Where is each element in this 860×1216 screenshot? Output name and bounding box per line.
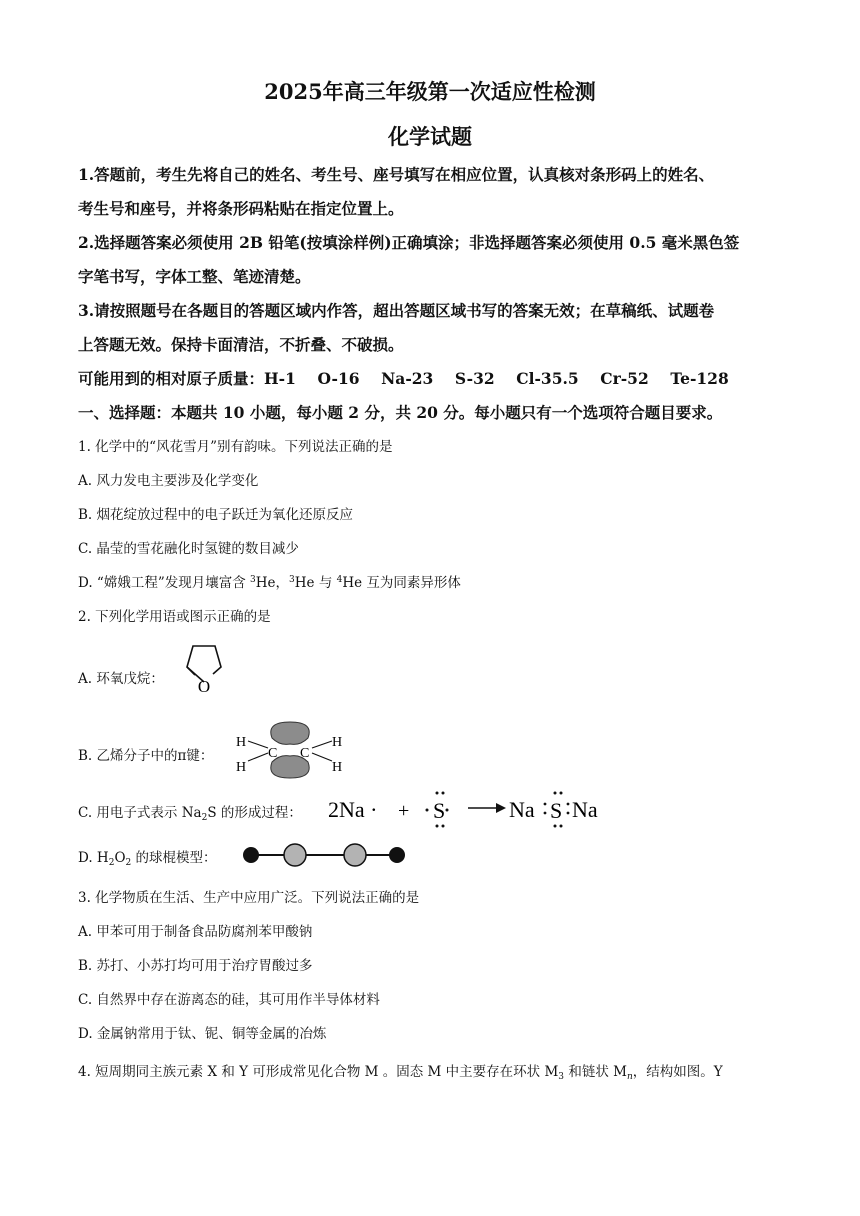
text: 4. 短周期同主族元素 X 和 Y 可形成常见化合物 M 。固态 M 中主要存在环状 M [78,1064,559,1080]
electron-dot [560,792,563,795]
text: He 互为同素异形体 [342,575,461,591]
question-2-option-c [78,801,302,823]
atomic-masses: 可能用到的相对原子质量：H-1 O-16 Na-23 S-32 Cl-35.5 Cr-52 Te-128 [78,369,729,388]
question-3-stem: 3. 化学物质在生活、生产中应用广泛。下列说法正确的是 [78,890,420,906]
sodium-reactant: 2Na · [328,797,378,822]
question-3-option-d: D. 金属钠常用于钛、铌、铜等金属的冶炼 [78,1026,327,1042]
cyclopentane-oxide-structure [176,640,232,698]
question-3-option-b: B. 苏打、小苏打均可用于治疗胃酸过多 [78,958,313,974]
instruction-line: 1.答题前，考生先将自己的姓名、考生号、座号填写在相应位置，认真核对条形码上的姓名、 [78,165,715,184]
electron-dot [436,825,439,828]
section-heading: 一、选择题：本题共 10 小题，每小题 2 分，共 20 分。每小题只有一个选项符合题目要求。 [78,403,723,422]
h2o2-ball-stick-model [240,842,410,868]
na2s-formation-equation [326,788,611,832]
instruction-line: 考生号和座号，并将条形码粘贴在指定位置上。 [78,199,404,218]
mass-number: 4 [336,575,343,585]
subscript: 2 [201,813,208,823]
text: He， [255,575,290,591]
page-subtitle: 化学试题 [388,124,472,149]
question-1-option-c: C. 晶莹的雪花融化时氢键的数目减少 [78,541,299,557]
instruction-line: 字笔书写，字体工整、笔迹清楚。 [78,267,311,286]
subscript: 2 [108,858,115,868]
question-2-option-b: B. 乙烯分子中的π键： [78,748,214,764]
electron-dot [567,803,570,806]
subscript: 2 [125,858,132,868]
mass-number: 3 [250,575,256,585]
electron-dot [442,825,445,828]
oxygen-ball [344,844,366,866]
ch-bond [312,753,332,761]
ch-bond [248,753,268,761]
question-1-option-b: B. 烟花绽放过程中的电子跃迁为氧化还原反应 [78,507,354,523]
text: ，结构如图。Y [632,1064,723,1080]
hydrogen-ball [389,847,405,863]
ch-bond [312,741,332,748]
oxygen-ball [284,844,306,866]
text: C. 用电子式表示 Na [78,805,202,821]
ch-bond [248,741,268,748]
sulfur-reactant: S [433,798,446,823]
instruction-line: 上答题无效。保持卡面清洁，不折叠、不破损。 [78,335,404,354]
sodium-product: Na [572,797,598,822]
electron-dot [554,825,557,828]
ethylene-pi-bond-diagram [234,720,346,782]
carbon-atom: C [268,746,278,761]
question-4-stem [78,1060,723,1082]
text: D. “嫦娥工程”发现月壤富含 [78,575,251,591]
electron-dot [446,809,449,812]
electron-dot [442,792,445,795]
text: He 与 [294,575,337,591]
arrow-head [496,803,506,813]
electron-dot [544,812,547,815]
page-title: 2025年高三年级第一次适应性检测 [264,79,596,104]
hydrogen-atom: H [332,760,343,775]
text: 和链状 M [564,1064,627,1080]
electron-dot [436,792,439,795]
mass-number: 3 [289,575,295,585]
text: O [114,850,126,866]
hydrogen-atom: H [236,760,247,775]
electron-dot [554,792,557,795]
pi-orbital-upper-lobe [271,722,309,744]
question-3-option-a: A. 甲苯可用于制备食品防腐剂苯甲酸钠 [78,924,313,940]
question-2-option-d [78,846,217,868]
question-1-option-d [78,571,461,591]
electron-dot [560,825,563,828]
question-1-stem: 1. 化学中的“风花雪月”别有韵味。下列说法正确的是 [78,439,393,455]
text: S 的形成过程： [207,805,302,821]
electron-dot [567,812,570,815]
oxygen-atom: O [197,677,211,696]
question-3-option-c: C. 自然界中存在游离态的硅，其可用作半导体材料 [78,992,380,1008]
sulfur-product: S [550,798,563,823]
text: 的球棍模型： [131,850,217,866]
sodium-product: Na [509,797,535,822]
hydrogen-ball [243,847,259,863]
question-2-option-a: A. 环氧戊烷： [78,671,164,687]
electron-dot [544,803,547,806]
subscript: n [626,1072,633,1082]
carbon-atom: C [300,746,310,761]
electron-dot [426,809,429,812]
question-1-option-a: A. 风力发电主要涉及化学变化 [78,473,259,489]
instruction-line: 2.选择题答案必须使用 2B 铅笔(按填涂样例)正确填涂；非选择题答案必须使用 0.5 毫米黑色签 [78,233,740,252]
plus-sign: + [398,800,410,822]
instruction-line: 3.请按照题号在各题目的答题区域内作答，超出答题区域书写的答案无效；在草稿纸、试题卷 [78,301,715,320]
subscript: 3 [558,1072,565,1082]
question-2-stem: 2. 下列化学用语或图示正确的是 [78,609,271,625]
hydrogen-atom: H [236,735,247,750]
ring-bond [187,667,195,675]
hydrogen-atom: H [332,735,343,750]
text: D. H [78,850,109,866]
